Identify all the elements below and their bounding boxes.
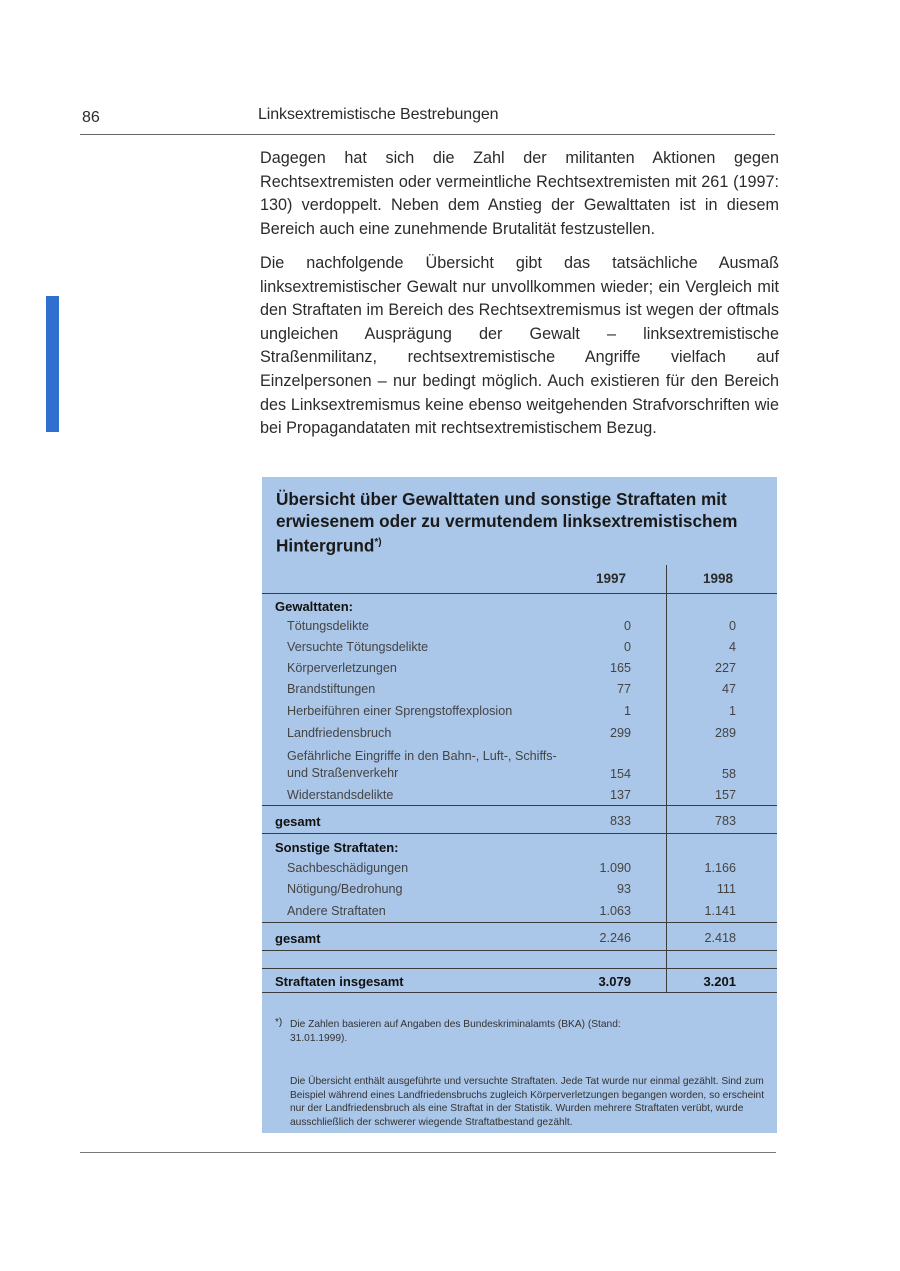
row-label: Straftaten insgesamt [275, 974, 404, 989]
value-1998: 157 [714, 788, 736, 802]
column-header-1998: 1998 [703, 571, 734, 586]
value-1997: 1.063 [599, 904, 631, 918]
row-label: Versuchte Tötungsdelikte [287, 640, 429, 654]
footnote-method: Die Übersicht enthält ausgeführte und versuchte Straftaten. Jede Tat wurde nur einmal gezählt. Sind zum Beispiel während eines Landfriedensbruchs zugleich Körperverletzungen begangen worden, so erscheint nur der Landfriedensbruch als eine Straftat in der Statistik. Wurden mehrere Straftaten verübt, wurde ausschließlich der schwerer wiegende Straftatbestand gezählt. [290, 1076, 765, 1128]
table-row [262, 785, 777, 806]
row-label: gesamt [275, 931, 321, 946]
row-label: Landfriedensbruch [287, 726, 392, 740]
table-title-footnote-mark: *) [374, 537, 382, 548]
value-1998: 783 [714, 814, 736, 828]
value-1998: 1.166 [704, 861, 736, 875]
row-label: Nötigung/Bedrohung [287, 882, 403, 896]
value-1998: 227 [714, 661, 736, 675]
value-1998: 0 [728, 619, 736, 633]
table-row [262, 723, 777, 744]
section-heading-other: Sonstige Straftaten: [275, 840, 399, 855]
row-label: Widerstandsdelikte [287, 788, 394, 802]
value-1997: 3.079 [598, 974, 631, 989]
footnote-mark: *) [275, 1017, 283, 1028]
side-marker-bar [46, 296, 59, 432]
table-row [262, 679, 777, 700]
row-label: Andere Straftaten [287, 904, 386, 918]
section-rule [262, 922, 777, 923]
value-1997: 2.246 [599, 931, 631, 945]
table-row [262, 748, 777, 788]
value-1998: 289 [714, 726, 736, 740]
row-label: gesamt [275, 814, 321, 829]
table-row [262, 879, 777, 900]
row-label: Brandstiftungen [287, 682, 376, 696]
statistics-table-box [262, 477, 777, 1133]
value-1997: 137 [609, 788, 631, 802]
value-1998: 58 [721, 767, 736, 781]
value-1997: 833 [609, 814, 631, 828]
row-label: Gefährliche Eingriffe in den Bahn-, Luft-, Schiffs- und Straßenverkehr [287, 749, 557, 780]
column-header-1997: 1997 [596, 571, 627, 586]
value-1997: 1 [623, 704, 631, 718]
section-rule [262, 805, 777, 806]
page-number: 86 [82, 109, 100, 126]
table-row [262, 701, 777, 722]
table-row [262, 637, 777, 658]
section-rule [262, 950, 777, 951]
column-divider [666, 565, 667, 593]
value-1998: 1.141 [704, 904, 736, 918]
value-1998: 3.201 [703, 974, 736, 989]
row-label: Körperverletzungen [287, 661, 397, 675]
value-1997: 77 [616, 682, 631, 696]
header-rule [262, 593, 777, 594]
table-title [276, 488, 766, 557]
value-1998: 1 [728, 704, 736, 718]
body-paragraph-1: Dagegen hat sich die Zahl der militanten Aktionen gegen Rechtsextremisten oder vermeintliche Rechtsextremisten mit 261 (1997: 130) verdoppelt. Neben dem Anstieg der Gewalttaten ist in diesem Bereich auch eine zunehmende Brutalität festzustellen. [260, 149, 779, 238]
table-bottom-rule [262, 992, 777, 993]
grand-total-row [262, 971, 777, 992]
value-1998: 111 [716, 882, 736, 896]
section-heading-violence: Gewalttaten: [275, 599, 354, 614]
subtotal-row [262, 811, 777, 832]
value-1997: 1.090 [599, 861, 631, 875]
table-title-text: Übersicht über Gewalttaten und sonstige Straftaten mit erwiesenem oder zu vermutendem linksextremistischem Hintergrund [276, 489, 738, 556]
row-label: Herbeiführen einer Sprengstoffexplosion [287, 704, 513, 718]
section-rule [262, 833, 777, 834]
table-row [262, 901, 777, 922]
value-1997: 0 [623, 640, 631, 654]
value-1998: 47 [721, 682, 736, 696]
value-1997: 154 [609, 767, 631, 781]
value-1997: 165 [609, 661, 631, 675]
footer-rule [80, 1152, 776, 1153]
subtotal-row [262, 928, 777, 949]
table-row [262, 616, 777, 637]
value-1997: 93 [616, 882, 631, 896]
table-row [262, 858, 777, 879]
header-rule [80, 134, 775, 135]
row-label: Tötungsdelikte [287, 619, 369, 633]
value-1998: 2.418 [704, 931, 736, 945]
body-paragraph-2: Die nachfolgende Übersicht gibt das tatsächliche Ausmaß linksextremistischer Gewalt nur unvollkommen wieder; ein Vergleich mit den Straftaten im Bereich des Rechtsextremismus ist wegen der oftmals ungleichen Ausprägung der Gewalt – linksextremistische Straßenmilitanz, rechtsextremistische Angriffe vielfach auf Einzelpersonen – nur bedingt möglich. Auch existieren für den Bereich des Linksextremismus keine ebenso weitgehenden Strafvorschriften wie bei Propagandataten mit rechtsextremistischem Bezug. [260, 254, 779, 438]
value-1997: 299 [609, 726, 631, 740]
value-1998: 4 [728, 640, 736, 654]
footnote-source: Die Zahlen basieren auf Angaben des Bundeskriminalamts (BKA) (Stand: 31.01.1999). [290, 1019, 621, 1044]
row-label: Sachbeschädigungen [287, 861, 409, 875]
section-rule [262, 968, 777, 969]
table-row [262, 658, 777, 679]
value-1997: 0 [623, 619, 631, 633]
running-head: Linksextremistische Bestrebungen [258, 106, 499, 123]
